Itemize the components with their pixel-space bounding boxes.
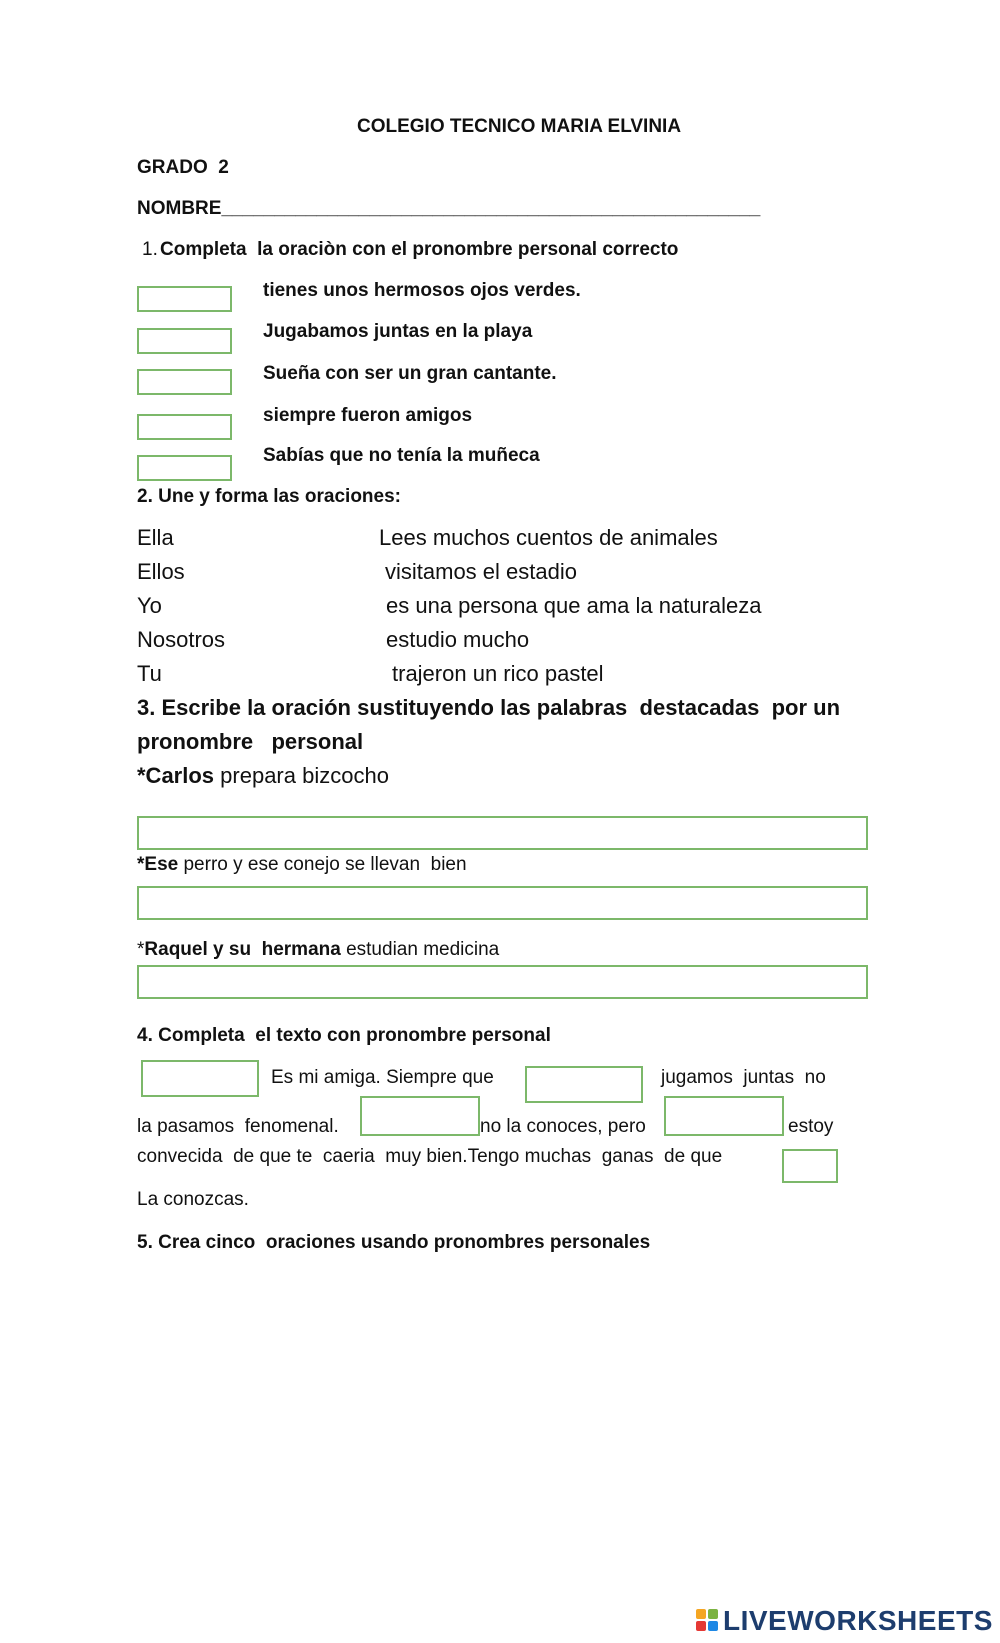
section1-sentence: tienes unos hermosos ojos verdes.	[263, 280, 581, 301]
section1-sentence: siempre fueron amigos	[263, 405, 473, 426]
answer-box-1[interactable]	[137, 286, 232, 312]
match-phrase[interactable]: trajeron un rico pastel	[392, 661, 604, 686]
section2-title: 2. Une y forma las oraciones:	[137, 486, 401, 507]
answer-box-2[interactable]	[137, 328, 232, 354]
highlighted-word: Raquel y su hermana	[144, 939, 341, 960]
sentence-rest: estudian medicina	[340, 939, 500, 960]
fill-box-2[interactable]	[525, 1066, 643, 1103]
answer-box-4[interactable]	[137, 414, 232, 440]
section3-item-2	[137, 855, 467, 874]
sentence-prefix: *	[137, 939, 145, 960]
match-pronoun[interactable]: Tu	[137, 661, 162, 686]
highlighted-word: *Carlos	[137, 763, 215, 788]
section3-item-1	[137, 765, 389, 787]
name-label: NOMBRE___________________________________________________	[137, 198, 761, 219]
fill-box-4[interactable]	[664, 1096, 784, 1136]
text-fragment: La conozcas.	[137, 1189, 249, 1210]
logo-text: LIVEWORKSHEETS	[723, 1605, 993, 1636]
sentence-rest: perro y ese conejo se llevan bien	[178, 854, 467, 875]
section1-number: 1.	[142, 239, 158, 260]
answer-box-3[interactable]	[137, 369, 232, 395]
rewrite-box-1[interactable]	[137, 816, 868, 850]
section3-title-line2: pronombre personal	[137, 729, 364, 754]
match-phrase[interactable]: es una persona que ama la naturaleza	[386, 593, 762, 618]
text-fragment: Es mi amiga. Siempre que	[271, 1067, 494, 1088]
section1-sentence: Sueña con ser un gran cantante.	[263, 363, 557, 384]
match-phrase[interactable]: Lees muchos cuentos de animales	[379, 525, 718, 550]
section1-title: Completa la oraciòn con el pronombre personal correcto	[160, 239, 679, 260]
fill-box-5[interactable]	[782, 1149, 838, 1183]
text-fragment: no la conoces, pero	[480, 1116, 646, 1137]
highlighted-word: *Ese	[137, 854, 179, 875]
section4-title: 4. Completa el texto con pronombre personal	[137, 1025, 551, 1046]
answer-box-5[interactable]	[137, 455, 232, 481]
fill-box-3[interactable]	[360, 1096, 480, 1136]
match-phrase[interactable]: visitamos el estadio	[385, 559, 577, 584]
liveworksheets-logo	[696, 1606, 993, 1636]
text-fragment: jugamos juntas no	[661, 1067, 826, 1088]
match-pronoun[interactable]: Ella	[137, 525, 174, 550]
school-title: COLEGIO TECNICO MARIA ELVINIA	[357, 116, 682, 137]
match-phrase[interactable]: estudio mucho	[386, 627, 530, 652]
rewrite-box-2[interactable]	[137, 886, 868, 920]
match-pronoun[interactable]: Ellos	[137, 559, 185, 584]
sentence-rest: prepara bizcocho	[214, 763, 389, 788]
text-fragment: estoy	[788, 1116, 834, 1137]
rewrite-box-3[interactable]	[137, 965, 868, 999]
section3-title-line1: 3. Escribe la oración sustituyendo las palabras destacadas por un	[137, 695, 841, 720]
section1-sentence: Jugabamos juntas en la playa	[263, 321, 533, 342]
section1-sentence: Sabías que no tenía la muñeca	[263, 445, 540, 466]
fill-box-1[interactable]	[141, 1060, 259, 1097]
section3-item-3	[137, 940, 499, 959]
logo-mark-icon	[696, 1609, 720, 1633]
match-pronoun[interactable]: Nosotros	[137, 627, 226, 652]
text-fragment: la pasamos fenomenal.	[137, 1116, 339, 1137]
section5-title: 5. Crea cinco oraciones usando pronombres personales	[137, 1232, 651, 1253]
match-pronoun[interactable]: Yo	[137, 593, 162, 618]
grade-label: GRADO 2	[137, 157, 229, 178]
text-fragment: convecida de que te caeria muy bien.Tengo muchas ganas de que	[137, 1146, 723, 1167]
